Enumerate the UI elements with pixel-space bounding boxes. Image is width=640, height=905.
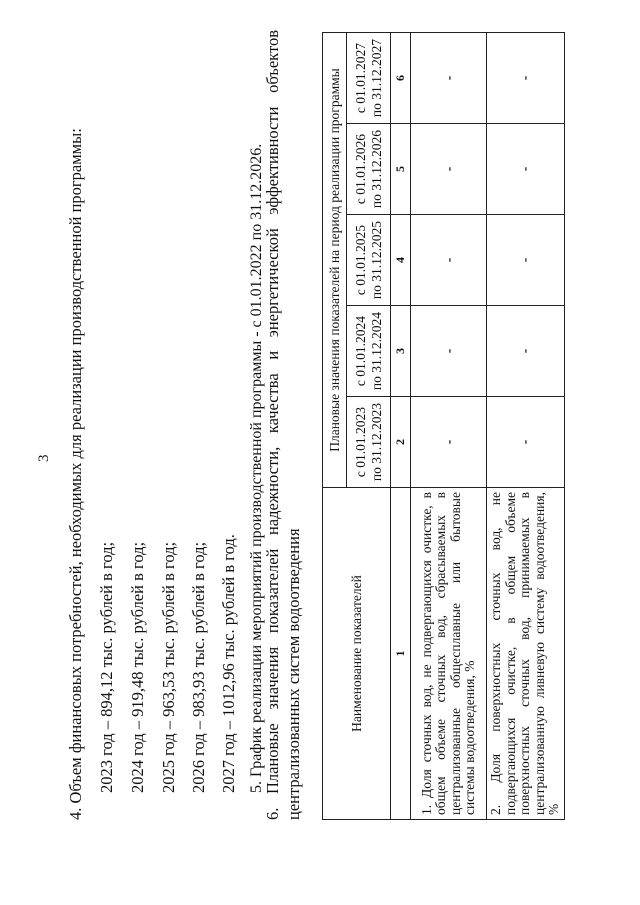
- indicator-row-2-value: -: [487, 215, 565, 306]
- section-5-schedule: 5. График реализации мероприятий производственной программы - с 01.01.2022 по 31.12.2026.: [248, 143, 265, 793]
- finance-item-2023: 2023 год – 894,12 тыс. рублей в год;: [97, 541, 116, 793]
- period-2024-header: с 01.01.2024 по 31.12.2024: [347, 306, 391, 397]
- indicators-table: [322, 32, 565, 820]
- period-2026-header: с 01.01.2026 по 31.12.2026: [347, 124, 391, 215]
- finance-item-2027: 2027 год – 1012,96 тыс. рублей в год.: [219, 534, 238, 793]
- period-2027-header: с 01.01.2027 по 31.12.2027: [347, 33, 391, 124]
- indicator-row-2-value: -: [487, 306, 565, 397]
- column-number: 2: [391, 397, 411, 488]
- finance-item-2025: 2025 год – 963,53 тыс. рублей в год;: [159, 541, 178, 793]
- column-number: 1: [391, 488, 411, 820]
- column-number: 3: [391, 306, 411, 397]
- indicator-row-1-value: -: [411, 124, 487, 215]
- indicator-row-2-value: -: [487, 33, 565, 124]
- finance-item-2026: 2026 год – 983,93 тыс. рублей в год;: [189, 541, 208, 793]
- finance-item-2024: 2024 год – 919,48 тыс. рублей в год;: [128, 541, 147, 793]
- column-number: 6: [391, 33, 411, 124]
- indicator-row-2-name: 2. Доля поверхностных сточных вод, не подвергающихся очистке, в общем объеме поверхностных сточных вод, принимаемых в централизованную ливневую систему водоотведения, %: [487, 488, 565, 820]
- indicator-name-header: Наименование показателей: [323, 488, 391, 820]
- section-4-heading: 4. Объем финансовых потребностей, необходимых для реализации производственной программы:: [66, 128, 85, 820]
- indicator-row-1-value: -: [411, 33, 487, 124]
- indicator-row-1-value: -: [411, 306, 487, 397]
- indicator-row-2-value: -: [487, 124, 565, 215]
- indicator-row-1-name: 1. Доля сточных вод, не подвергающихся очистке, в общем объеме сточных вод, сбрасываемых в централизованные общесплавные или бытовые системы водоотведения, %: [411, 488, 487, 820]
- section-6-heading: 6. Плановые значения показателей надежности, качества и энергетической эффективности объектов централизованных систем водоотведения: [263, 30, 303, 820]
- planned-values-header: Плановые значения показателей на период реализации программы: [323, 33, 347, 488]
- period-2025-header: с 01.01.2025 по 31.12.2025: [347, 215, 391, 306]
- indicator-row-1-value: -: [411, 215, 487, 306]
- column-number: 4: [391, 215, 411, 306]
- indicator-row-2-value: -: [487, 397, 565, 488]
- indicator-row-1-value: -: [411, 397, 487, 488]
- period-2023-header: с 01.01.2023 по 31.12.2023: [347, 397, 391, 488]
- column-number: 5: [391, 124, 411, 215]
- page-number: 3: [36, 454, 52, 462]
